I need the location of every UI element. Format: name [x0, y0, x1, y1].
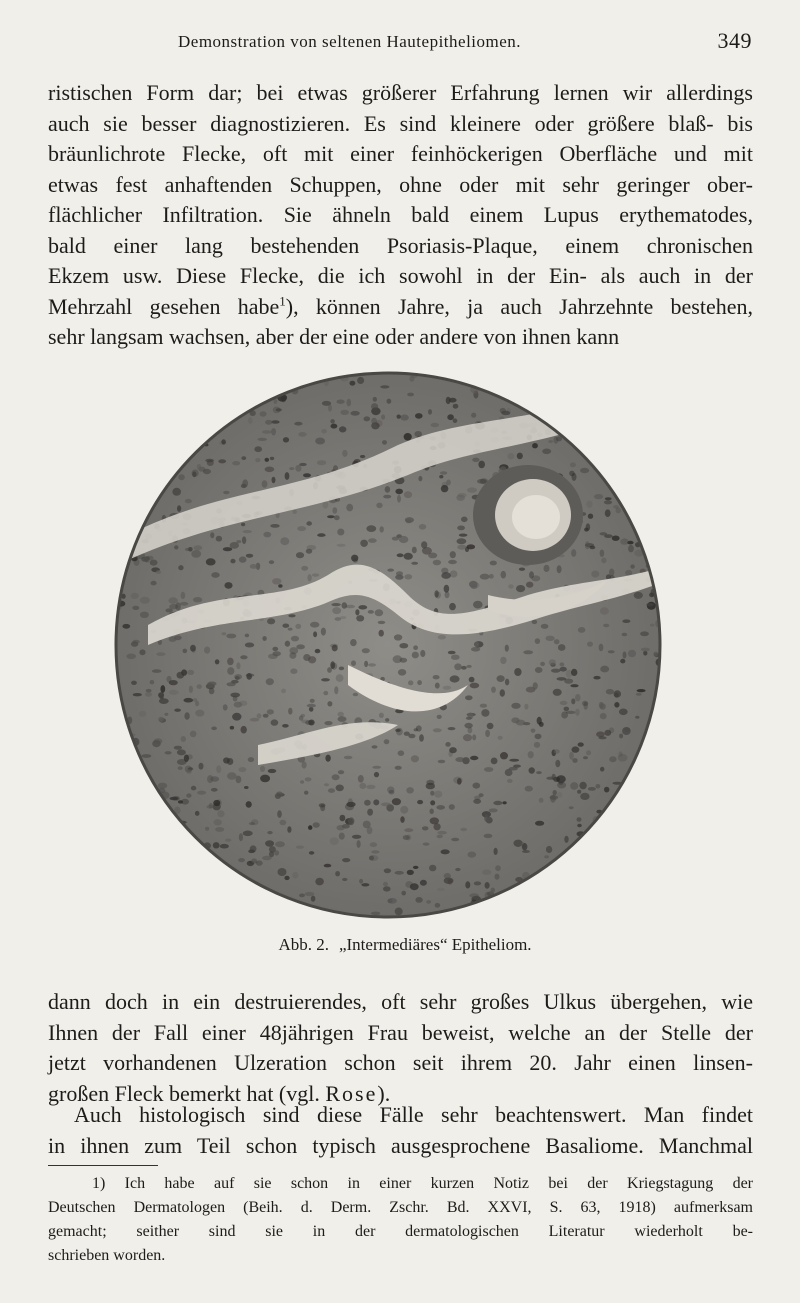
- running-header: [48, 30, 756, 60]
- paragraph-2: [48, 987, 753, 1109]
- figure-caption-text: „Intermediäres“ Epitheliom.: [338, 935, 532, 954]
- text-fragment: ).: [377, 1080, 391, 1106]
- author-name: Rose: [325, 1080, 378, 1106]
- paragraph-3: [48, 1100, 753, 1161]
- text-line: sehr langsam wachsen, aber der eine oder andere von ihnen kann: [48, 324, 620, 349]
- text-line: auch sie besser diagnostizieren. Es sind kleinere oder größere blaß- bis: [48, 110, 753, 136]
- text-line: ristischen Form dar; bei etwas größerer Erfahrung lernen wir allerdings: [48, 80, 753, 105]
- text-line: dann doch in ein destruierendes, oft sehr großes Ulkus übergehen, wie: [48, 989, 753, 1014]
- footnote-line: gemacht; seither sind sie in der dermatologischen Literatur wiederholt be-: [48, 1223, 753, 1240]
- text-line: in ihnen zum Teil schon typisch ausgesprochene Basaliome. Manchmal: [48, 1132, 753, 1158]
- text-line: flächlicher Infiltration. Sie ähneln bald einem Lupus erythematodes,: [48, 202, 753, 227]
- footnote-line: schrieben worden.: [48, 1247, 166, 1264]
- footnote-line: 1) Ich habe auf sie schon in einer kurzen Notiz bei der Kriegstagung der: [92, 1175, 753, 1192]
- histology-micrograph: [108, 365, 668, 925]
- text-line: etwas fest anhaftenden Schuppen, ohne oder mit sehr geringer ober-: [48, 171, 753, 197]
- text-line: Auch histologisch sind diese Fälle sehr beachtenswert. Man findet: [74, 1102, 753, 1127]
- text-line: [48, 292, 753, 323]
- text-line: bräunlichrote Flecke, oft mit einer feinhöckerigen Oberfläche und mit: [48, 141, 753, 166]
- figure-caption: [0, 935, 800, 955]
- text-line: Ekzem usw. Diese Flecke, die ich sowohl in der Ein- als auch in der: [48, 263, 753, 288]
- paragraph-1: [48, 78, 753, 353]
- running-title: Demonstration von seltenen Hautepitheliomen.: [178, 32, 522, 51]
- footnote-line: Deutschen Dermatologen (Beih. d. Derm. Zschr. Bd. XXVI, S. 63, 1918) aufmerksam: [48, 1199, 753, 1216]
- footnote-rule: [48, 1165, 158, 1166]
- footnote: [48, 1172, 753, 1268]
- text-line: jetzt vorhandenen Ulzeration schon seit ihrem 20. Jahr einen linsen-: [48, 1050, 753, 1075]
- text-fragment: großen Fleck bemerkt hat (vgl.: [48, 1080, 326, 1106]
- text-line: Ihnen der Fall einer 48jährigen Frau beweist, welche an der Stelle der: [48, 1019, 753, 1045]
- figure-label: Abb. 2.: [278, 935, 329, 954]
- text-fragment: ), können Jahre, ja auch Jahrzehnte bestehen,: [285, 293, 753, 319]
- text-line: bald einer lang bestehenden Psoriasis-Plaque, einem chronischen: [48, 232, 753, 258]
- text-fragment: Mehrzahl gesehen habe: [48, 293, 280, 319]
- footnote-marker: 1: [279, 293, 286, 309]
- page-number: 349: [717, 28, 752, 53]
